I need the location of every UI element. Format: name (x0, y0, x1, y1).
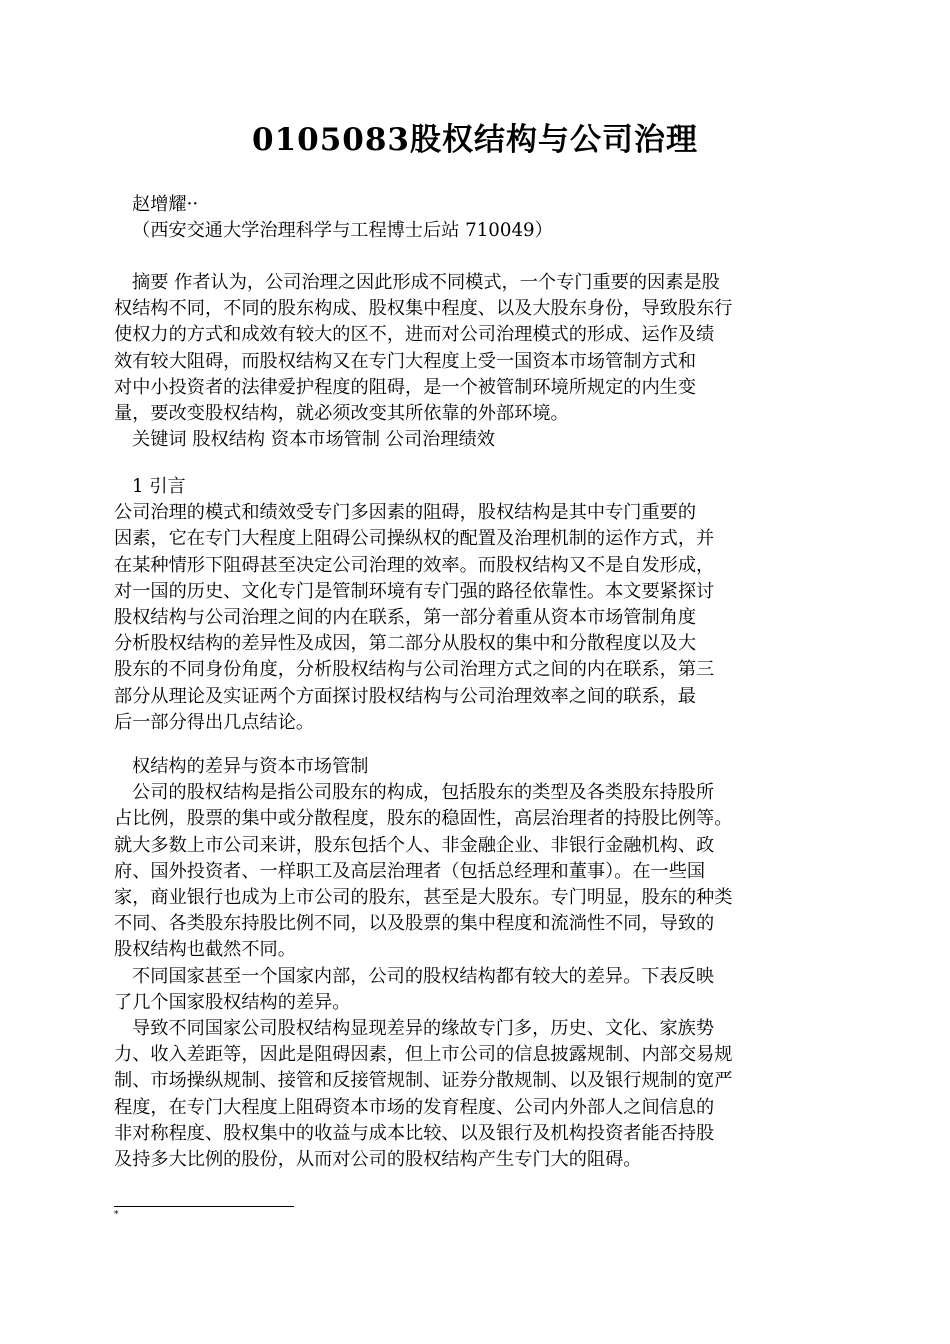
paragraph-line: 不同国家甚至一个国家内部，公司的股权结构都有较大的差异。下表反映 (132, 965, 715, 987)
paragraph-line: 非对称程度、股权集中的收益与成本比较、以及银行及机构投资者能否持股 (114, 1122, 715, 1144)
paragraph-line: 股权结构也截然不同。 (114, 939, 296, 961)
paragraph-line: 占比例，股票的集中或分散程度，股东的稳固性，高层治理者的持股比例等。 (114, 808, 733, 830)
abstract (114, 270, 838, 453)
paragraph-line: 在某种情形下阻碍甚至决定公司治理的效率。而股权结构又不是自发形成， (114, 554, 715, 576)
abstract-line: 对中小投资者的法律爱护程度的阻碍，是一个被管制环境所规定的内生变 (114, 376, 697, 398)
author-affiliation: （西安交通大学治理科学与工程博士后站 710049） (132, 220, 553, 242)
paragraph-line: 及持多大比例的股份，从而对公司的股权结构产生专门大的阻碍。 (114, 1149, 642, 1171)
document-title: 0105083股权结构与公司治理 (252, 122, 698, 158)
paragraph-line: 家，商业银行也成为上市公司的股东，甚至是大股东。专门明显，股东的种类 (114, 887, 733, 909)
paragraph-line: 了几个国家股权结构的差异。 (114, 991, 351, 1013)
abstract-line: 量，要改变股权结构，就必须改变其所依靠的外部环境。 (114, 403, 569, 425)
author-block (114, 192, 838, 244)
paragraph-line: 公司治理的模式和绩效受专门多因素的阻碍，股权结构是其中专门重要的 (114, 502, 697, 524)
paragraph-line: 对一国的历史、文化专门是管制环境有专门强的路径依靠性。本文要紧探讨 (114, 580, 715, 602)
paragraph-line: 制、市场操纵规制、接管和反接管规制、证券分散规制、以及银行规制的宽严 (114, 1070, 733, 1092)
paragraph-line: 股权结构与公司治理之间的内在联系，第一部分着重从资本市场管制角度 (114, 607, 697, 629)
paragraph-line: 导致不同国家公司股权结构显现差异的缘故专门多，历史、文化、家族势 (132, 1018, 715, 1040)
keywords: 关键词 股权结构 资本市场管制 公司治理绩效 (132, 429, 495, 451)
section-ownership-structure (114, 754, 838, 1173)
paragraph-line: 不同、各类股东持股比例不同，以及股票的集中程度和流淌性不同，导致的 (114, 913, 715, 935)
paragraph-line: 部分从理论及实证两个方面探讨股权结构与公司治理效率之间的联系，最 (114, 685, 697, 707)
paragraph-line: 分析股权结构的差异性及成因，第二部分从股权的集中和分散程度以及大 (114, 633, 697, 655)
footnote-marker: * (114, 1210, 119, 1220)
paragraph-line: 力、收入差距等，因此是阻碍因素，但上市公司的信息披露规制、内部交易规 (114, 1044, 733, 1066)
paragraph-line: 因素，它在专门大程度上阻碍公司操纵权的配置及治理机制的运作方式，并 (114, 528, 715, 550)
paragraph-line: 府、国外投资者、一样职工及高层治理者（包括总经理和董事）。在一些国 (114, 860, 706, 882)
section-heading: 权结构的差异与资本市场管制 (132, 756, 369, 777)
abstract-line: 使权力的方式和成效有较大的区不，进而对公司治理模式的形成、运作及绩 (114, 324, 715, 346)
paragraph-line: 股东的不同身份角度，分析股权结构与公司治理方式之间的内在联系，第三 (114, 659, 715, 681)
paragraph-line: 公司的股权结构是指公司股东的构成，包括股东的类型及各类股东持股所 (132, 782, 715, 804)
section-heading: 1 引言 (132, 476, 186, 497)
author-name: 赵增耀·· (132, 194, 199, 215)
abstract-line: 效有较大阻碍，而股权结构又在专门大程度上受一国资本市场管制方式和 (114, 350, 697, 372)
section-introduction (114, 474, 838, 736)
footnote-divider (114, 1206, 294, 1207)
abstract-line: 摘要 作者认为，公司治理之因此形成不同模式，一个专门重要的因素是股 (132, 272, 720, 293)
paragraph-line: 后一部分得出几点结论。 (114, 711, 315, 733)
paragraph-line: 就大多数上市公司来讲，股东包括个人、非金融企业、非银行金融机构、政 (114, 834, 715, 856)
abstract-line: 权结构不同，不同的股东构成、股权集中程度、以及大股东身份，导致股东行 (114, 298, 733, 320)
paragraph-line: 程度，在专门大程度上阻碍资本市场的发育程度、公司内外部人之间信息的 (114, 1096, 715, 1118)
